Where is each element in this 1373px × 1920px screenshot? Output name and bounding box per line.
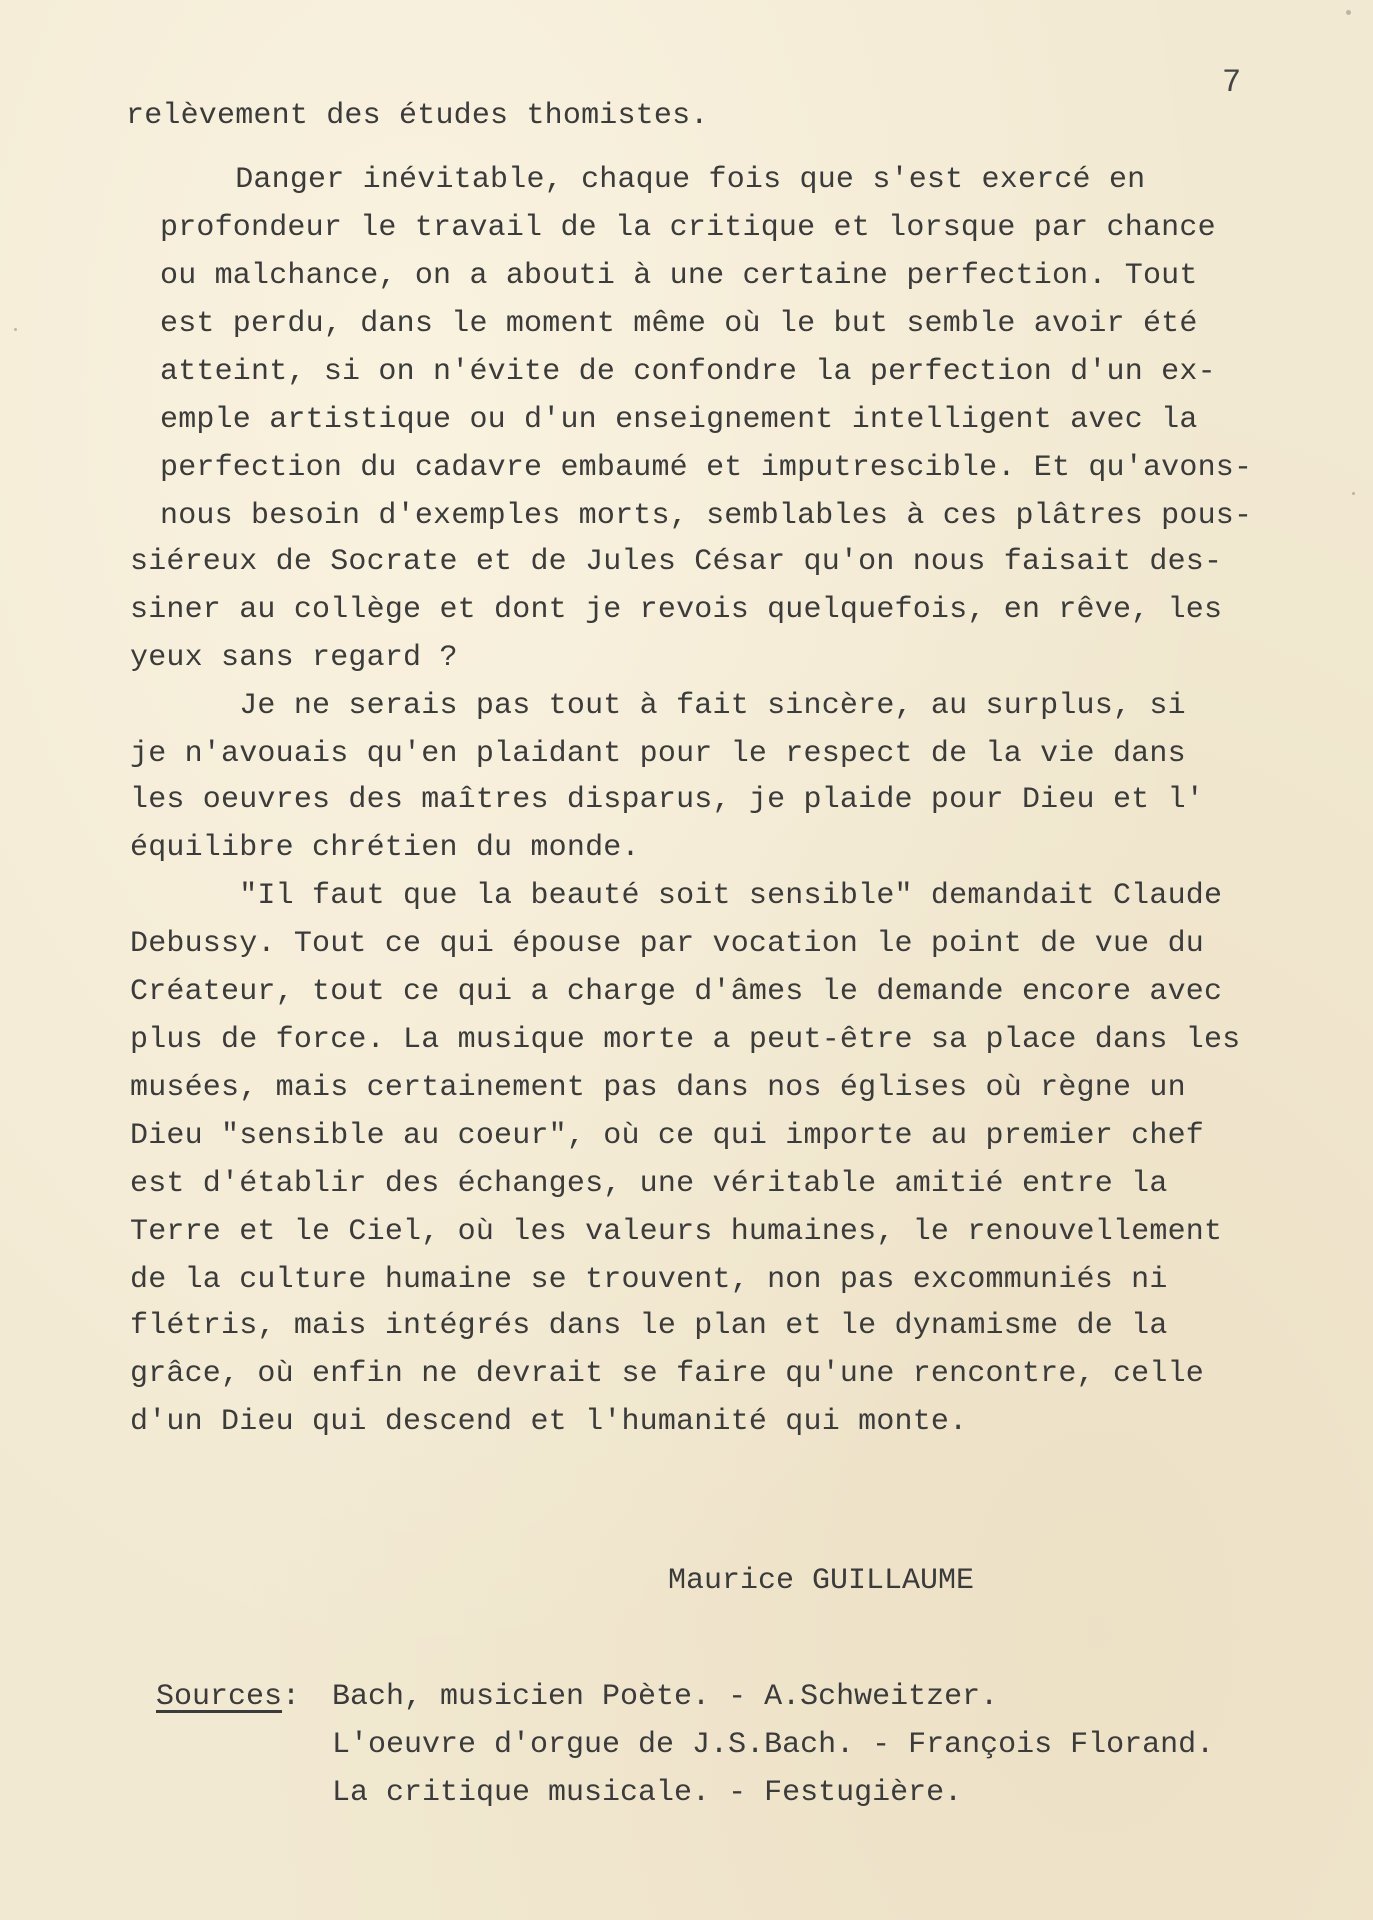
text-line: siner au collège et dont je revois quelquefois, en rêve, les [130,593,1223,627]
source-item: L'oeuvre d'orgue de J.S.Bach. - François Florand. [332,1728,1215,1762]
sources-heading: Sources [156,1680,283,1714]
text-line: atteint, si on n'évite de confondre la perfection d'un ex- [160,355,1216,389]
author-signature: Maurice GUILLAUME [668,1564,975,1598]
text-line: grâce, où enfin ne devrait se faire qu'une rencontre, celle [130,1357,1204,1391]
paper-speck [14,328,17,331]
text-line: perfection du cadavre embaumé et imputrescible. Et qu'avons- [160,451,1253,485]
text-line: Créateur, tout ce qui a charge d'âmes le demande encore avec [130,975,1223,1009]
text-line: siéreux de Socrate et de Jules César qu'on nous faisait des- [130,545,1223,579]
source-item: La critique musicale. - Festugière. [332,1776,963,1810]
text-line: est perdu, dans le moment même où le but semble avoir été [160,307,1198,341]
text-line: relèvement des études thomistes. [126,99,709,133]
source-item: Bach, musicien Poète. - A.Schweitzer. [332,1680,999,1714]
text-line: Danger inévitable, chaque fois que s'est exercé en [126,163,1146,197]
text-line: les oeuvres des maîtres disparus, je plaide pour Dieu et l' [130,783,1204,817]
text-line: emple artistique ou d'un enseignement intelligent avec la [160,403,1198,437]
sources-label [156,1680,300,1714]
text-line: d'un Dieu qui descend et l'humanité qui monte. [130,1405,968,1439]
text-line: Je ne serais pas tout à fait sincère, au surplus, si [130,689,1186,723]
text-line: Debussy. Tout ce qui épouse par vocation le point de vue du [130,927,1204,961]
text-line: ou malchance, on a abouti à une certaine perfection. Tout [160,259,1198,293]
paper-speck [1352,492,1355,495]
text-line: équilibre chrétien du monde. [130,831,640,865]
text-line: nous besoin d'exemples morts, semblables à ces plâtres pous- [160,499,1253,533]
text-line: plus de force. La musique morte a peut-être sa place dans les [130,1023,1241,1057]
text-line: yeux sans regard ? [130,641,458,675]
text-line: flétris, mais intégrés dans le plan et le dynamisme de la [130,1309,1168,1343]
text-line: profondeur le travail de la critique et lorsque par chance [160,211,1216,245]
text-line: Terre et le Ciel, où les valeurs humaines, le renouvellement [130,1215,1223,1249]
sources-colon: : [282,1680,301,1714]
text-line: est d'établir des échanges, une véritable amitié entre la [130,1167,1168,1201]
text-line: je n'avouais qu'en plaidant pour le respect de la vie dans [130,737,1186,771]
text-line: musées, mais certainement pas dans nos églises où règne un [130,1071,1186,1105]
text-line: Dieu "sensible au coeur", où ce qui importe au premier chef [130,1119,1204,1153]
text-line: "Il faut que la beauté soit sensible" demandait Claude [130,879,1223,913]
paper-speck [1346,10,1351,15]
page-number: 7 [1222,64,1242,101]
text-line: de la culture humaine se trouvent, non pas excommuniés ni [130,1263,1168,1297]
